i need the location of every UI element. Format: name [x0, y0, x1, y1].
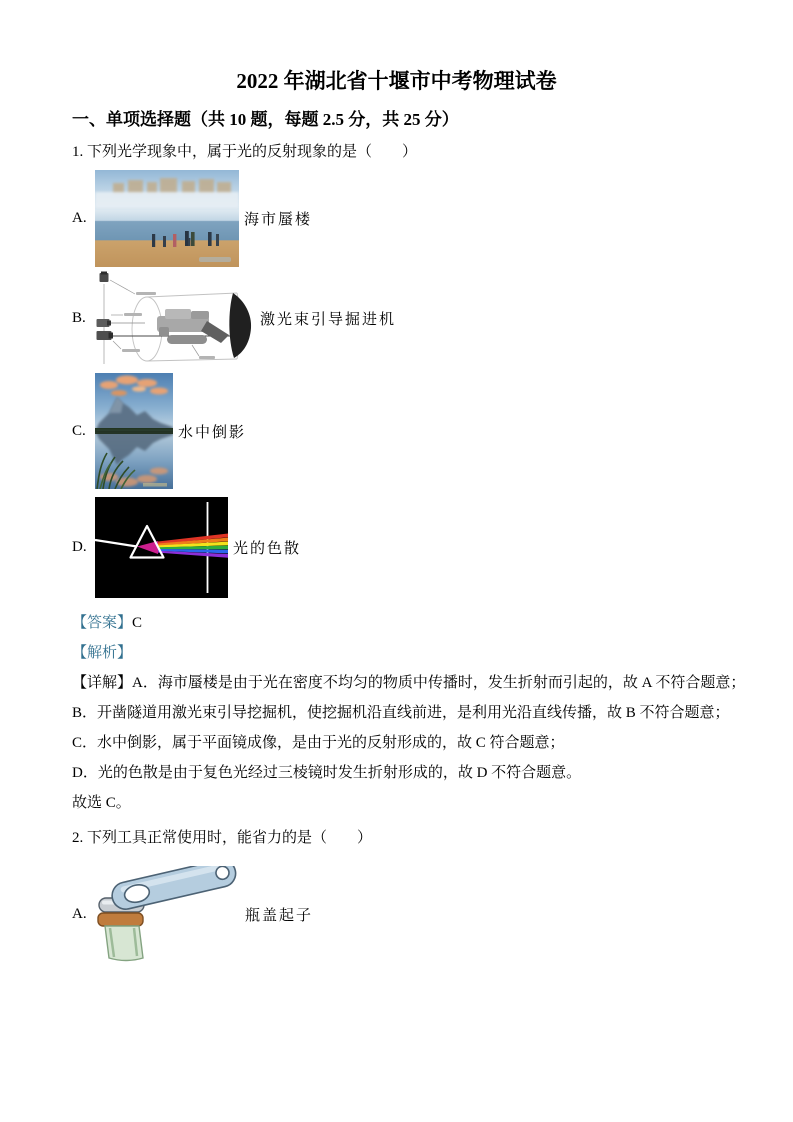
bottle-opener-illustration [90, 866, 240, 962]
answer-value: C [132, 615, 143, 631]
q1-option-b [72, 271, 753, 366]
detail-line: B．开凿隧道用激光束引导挖掘机，使挖掘机沿直线前进，是利用光沿直线传播，故 B 不符合题意； [72, 705, 730, 721]
option-caption: 海市蜃楼 [244, 212, 313, 228]
section-header: 一、单项选择题（共 10 题，每题 2.5 分，共 25 分） [72, 110, 459, 129]
detail-line: 【详解】A．海市蜃楼是由于光在密度不均匀的物质中传播时，发生折射而引起的，故 A 不符合题意； [72, 675, 746, 691]
option-caption: 光的色散 [233, 541, 302, 557]
option-letter: A. [72, 905, 87, 922]
answer-line [72, 610, 753, 636]
detail-line: C．水中倒影，属于平面镜成像，是由于光的反射形成的，故 C 符合题意； [72, 735, 565, 751]
detail-line: D．光的色散是由于复色光经过三棱镜时发生折射形成的，故 D 不符合题意。 [72, 765, 582, 781]
conclusion-line: 故选 C。 [72, 795, 131, 811]
option-caption: 激光束引导掘进机 [260, 312, 397, 328]
option-letter: A. [72, 210, 87, 226]
option-caption: 瓶盖起子 [245, 907, 314, 924]
q1-option-c [72, 373, 753, 489]
option-letter: C. [72, 422, 86, 439]
prism-dispersion-image [95, 497, 228, 598]
q2-option-a [72, 866, 753, 962]
answer-label: 【答案】 [72, 615, 133, 631]
analysis-label: 【解析】 [72, 645, 133, 661]
page-title: 2022 年湖北省十堰市中考物理试卷 [236, 69, 557, 93]
option-caption: 水中倒影 [178, 424, 247, 441]
question-2-stem: 2. 下列工具正常使用时，能省力的是（ ） [72, 830, 373, 846]
analysis-line [72, 640, 753, 666]
laser-guided-roadheader-diagram [95, 271, 255, 366]
mirage-photo [95, 170, 239, 267]
question-1-stem: 1. 下列光学现象中，属于光的反射现象的是（ ） [72, 144, 418, 160]
water-reflection-photo [95, 373, 173, 489]
q1-option-a [72, 170, 753, 267]
q1-option-d [72, 497, 753, 598]
option-letter: D. [72, 539, 87, 555]
option-letter: B. [72, 310, 86, 326]
